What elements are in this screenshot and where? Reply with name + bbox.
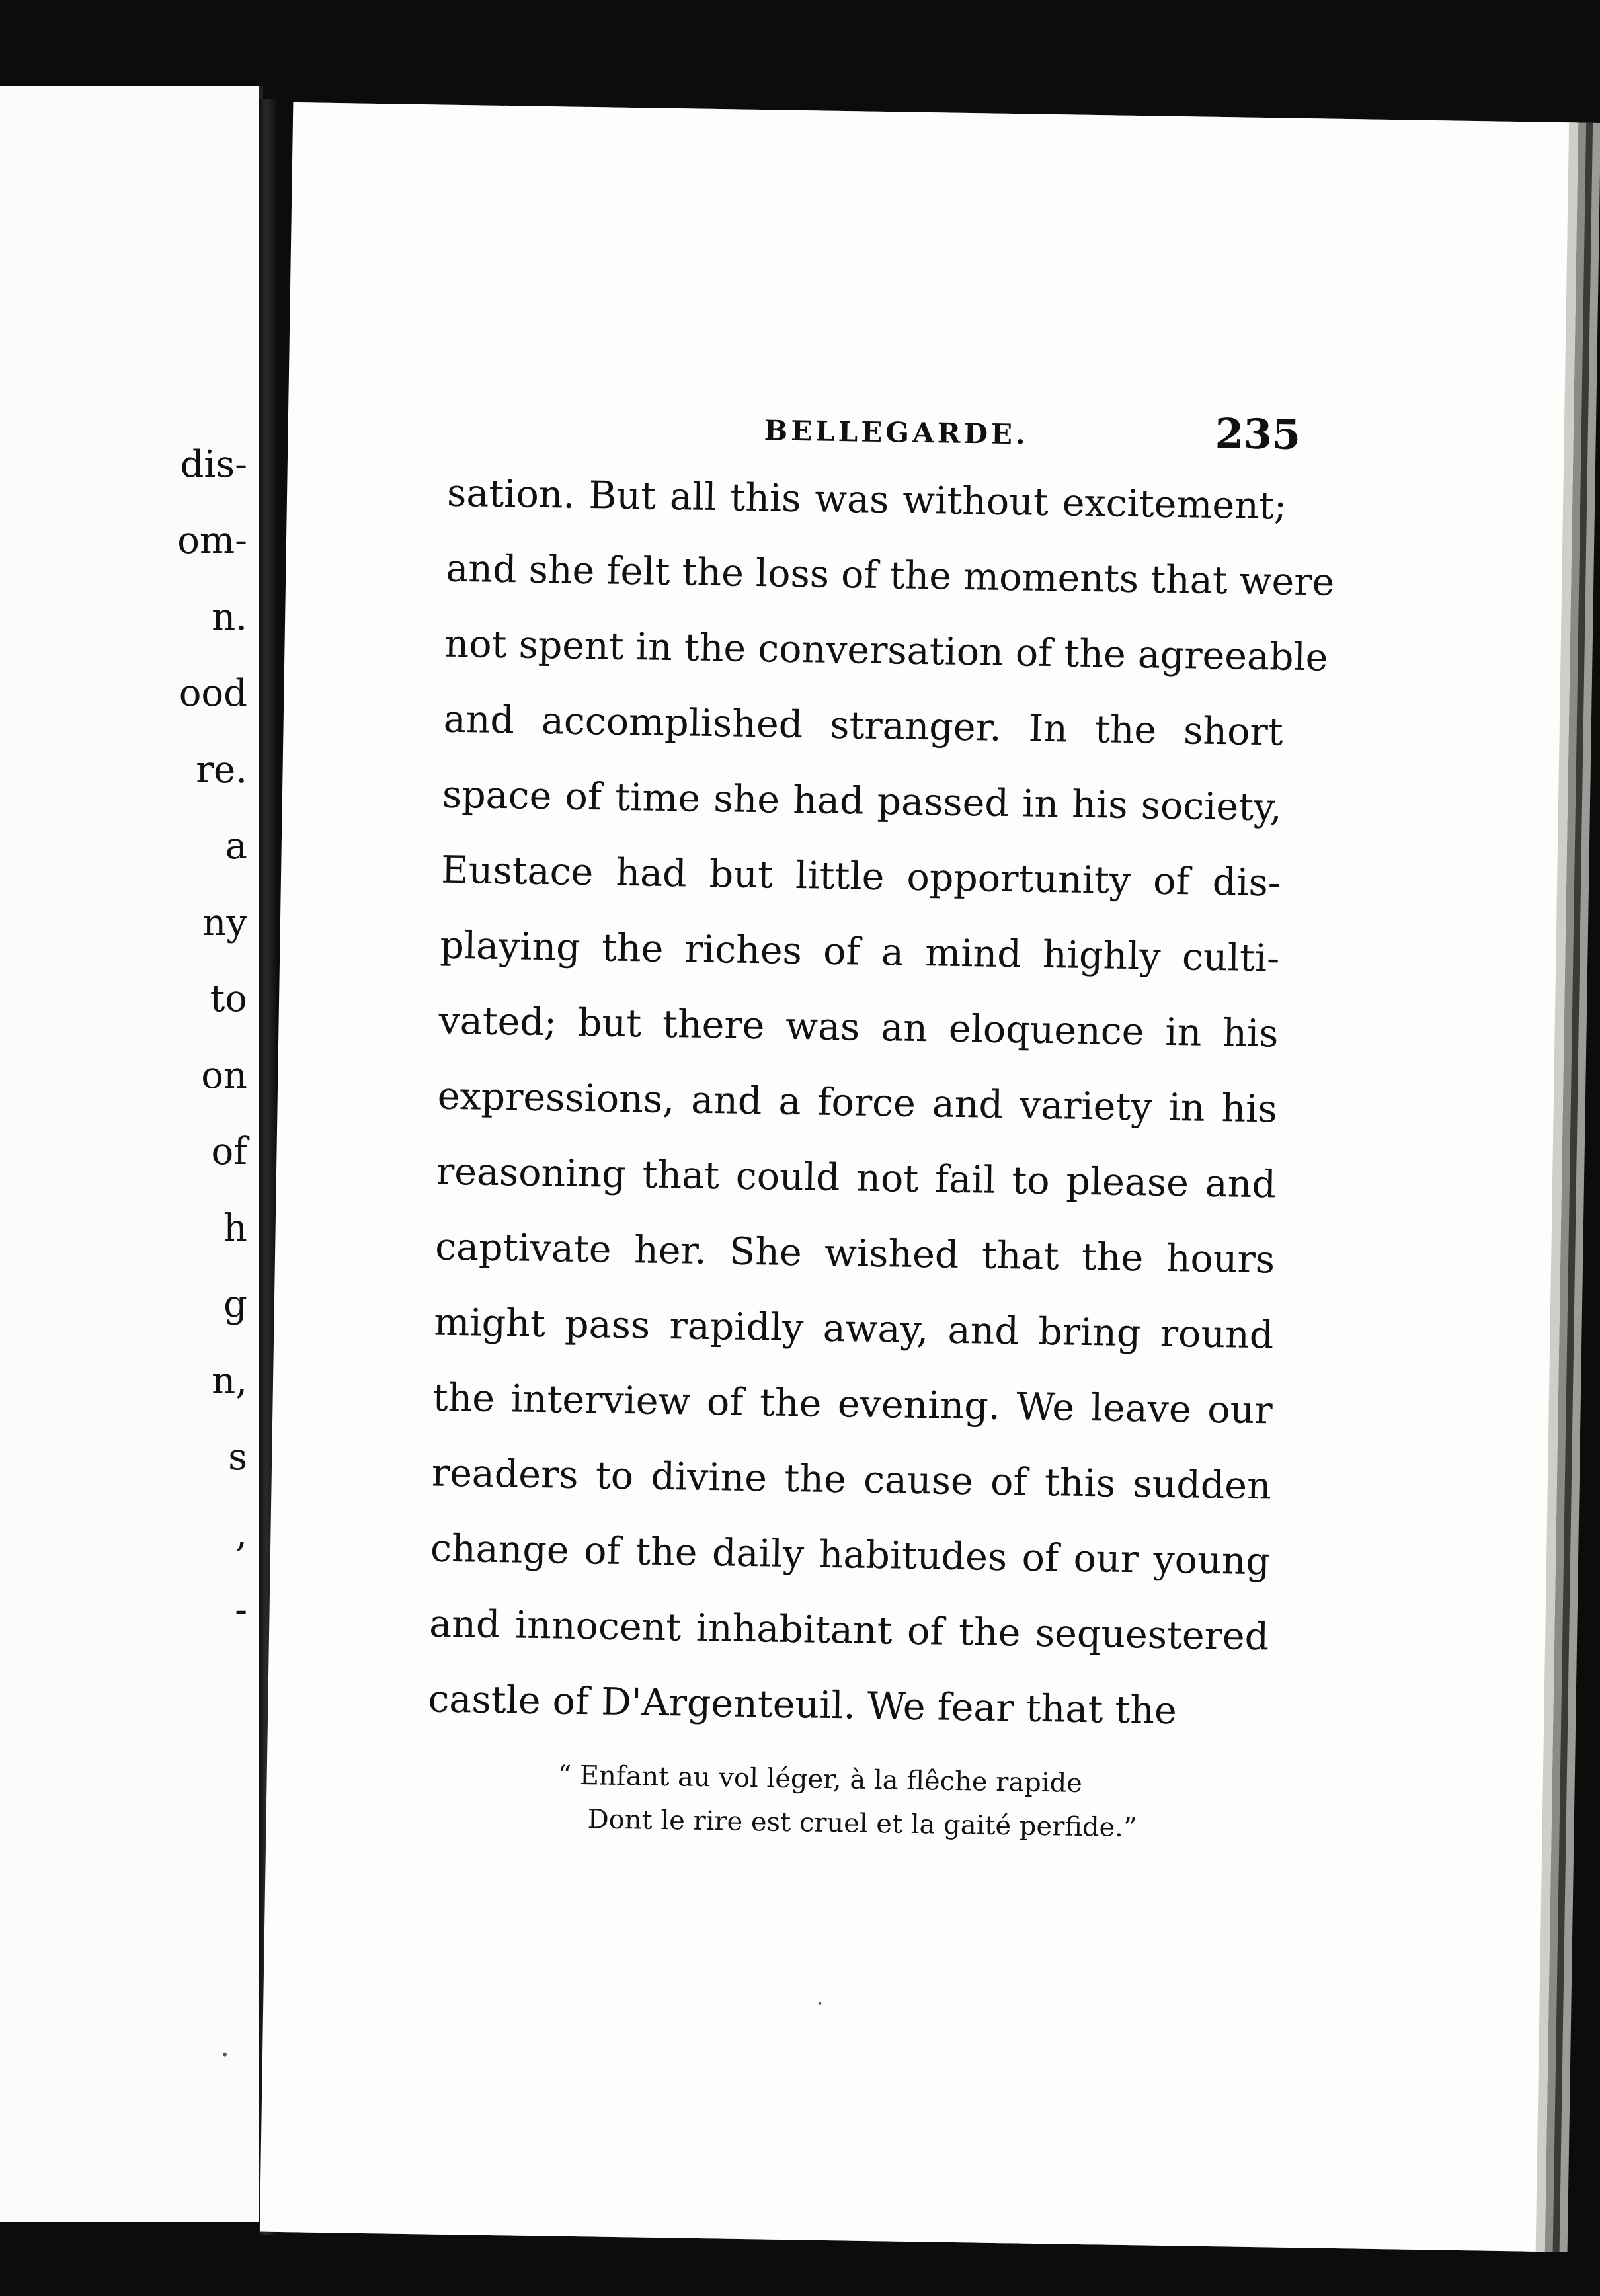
ink-speck xyxy=(223,2053,227,2057)
page-number: 235 xyxy=(1215,409,1301,459)
previous-page-text-fragments xyxy=(0,86,259,2222)
text-line: playing the riches of a mind highly culti- xyxy=(439,923,1280,981)
line-fragment: a xyxy=(225,825,247,868)
line-fragment: to xyxy=(210,977,247,1020)
line-fragment: re. xyxy=(196,749,247,792)
text-line: castle of D'Argenteuil. We fear that the xyxy=(427,1677,1178,1733)
text-line: space of time she had passed in his society, xyxy=(442,772,1283,830)
line-fragment: ood xyxy=(179,672,247,715)
quotation-line: “ Enfant au vol léger, à la flêche rapide xyxy=(557,1760,1083,1799)
line-fragment: n. xyxy=(212,596,247,639)
text-line: readers to divine the cause of this sudden xyxy=(431,1451,1272,1508)
line-fragment: om- xyxy=(177,519,247,562)
ink-speck xyxy=(819,2002,821,2005)
text-line: and accomplished stranger. In the short xyxy=(443,697,1284,755)
text-line: reasoning that could not fail to please and xyxy=(436,1149,1277,1207)
text-line: change of the daily habitudes of our young xyxy=(430,1526,1271,1584)
line-fragment: h xyxy=(223,1207,247,1250)
line-fragment: ny xyxy=(202,901,247,944)
text-line: the interview of the evening. We leave our xyxy=(432,1375,1273,1433)
body-text xyxy=(427,456,1335,1750)
line-fragment: s xyxy=(228,1436,247,1479)
running-head-title: BELLEGARDE. xyxy=(764,414,1029,451)
text-line: captivate her. She wished that the hours xyxy=(434,1225,1275,1282)
text-line: and innocent inhabitant of the sequestered xyxy=(428,1602,1269,1659)
text-line: Eustace had but little opportunity of dis- xyxy=(440,848,1281,905)
text-line: might pass rapidly away, and bring round xyxy=(433,1300,1274,1358)
line-fragment: of xyxy=(211,1130,247,1173)
text-line: not spent in the conversation of the agreeable xyxy=(444,622,1328,680)
line-fragment: dis- xyxy=(180,443,247,486)
quotation-line: Dont le rire est cruel et la gaité perfide.” xyxy=(587,1804,1137,1844)
line-fragment: n, xyxy=(212,1360,247,1403)
text-line: vated; but there was an eloquence in his xyxy=(438,999,1279,1056)
verse-quotation xyxy=(557,1754,1153,1850)
current-page xyxy=(260,102,1578,2252)
text-line: sation. But all this was without excitement; xyxy=(446,471,1287,528)
text-line: and she felt the loss of the moments that were xyxy=(445,546,1335,604)
line-fragment: , xyxy=(235,1512,247,1555)
text-line: expressions, and a force and variety in his xyxy=(437,1074,1278,1131)
line-fragment: - xyxy=(235,1588,247,1631)
line-fragment: g xyxy=(223,1283,247,1326)
line-fragment: on xyxy=(201,1054,247,1097)
previous-page xyxy=(0,86,263,2222)
